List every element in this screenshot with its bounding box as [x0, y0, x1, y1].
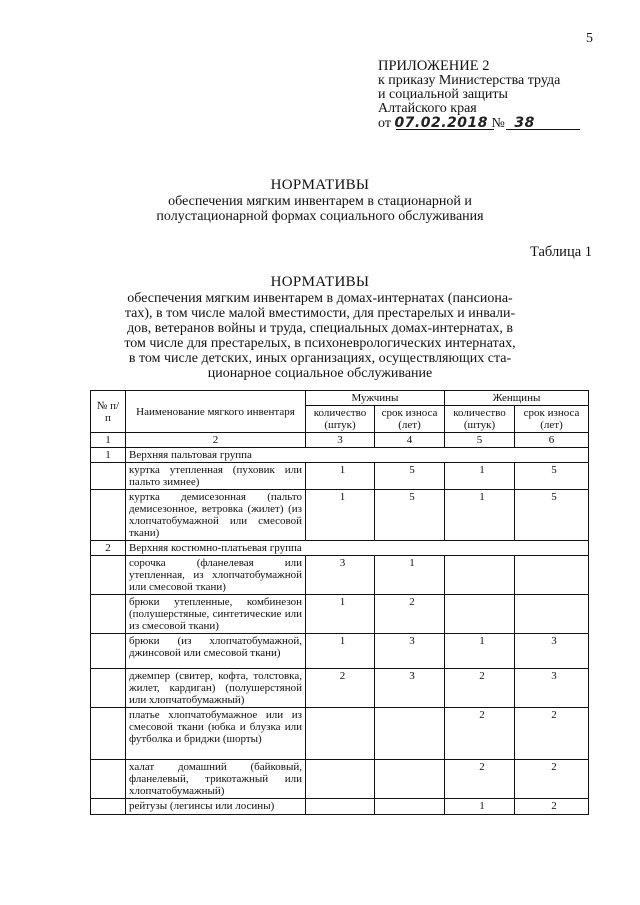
column-numbers-row — [91, 433, 589, 448]
appendix-line: к приказу Министерства труда — [378, 73, 561, 88]
column-number: 3 — [306, 433, 375, 448]
table-header — [91, 391, 589, 448]
group-title: Верхняя пальтовая группа — [126, 448, 589, 463]
item-name: джемпер (свитер, кофта, толстовка, жилет, кардиган) (полушерстяной или хлопчатобумажный) — [126, 669, 306, 708]
men-wear-term — [375, 799, 445, 815]
row-number-cell — [91, 799, 126, 815]
men-quantity — [306, 760, 375, 799]
table-heading — [0, 274, 640, 381]
appendix-block — [378, 59, 560, 131]
table-row — [91, 463, 589, 490]
men-quantity: 1 — [306, 463, 375, 490]
group-number: 1 — [91, 448, 126, 463]
row-number-cell — [91, 634, 126, 669]
women-wear-term: 2 — [515, 760, 589, 799]
header-name: Наименование мягкого инвентаря — [126, 391, 306, 433]
women-wear-term: 5 — [515, 490, 589, 541]
main-heading-subtitle: полустационарной формах социального обслуживания — [156, 209, 484, 224]
order-number: 38 — [514, 115, 535, 131]
men-quantity: 1 — [306, 595, 375, 634]
main-heading — [0, 177, 640, 224]
row-number-cell — [91, 595, 126, 634]
men-wear-term — [375, 760, 445, 799]
women-wear-term: 2 — [515, 708, 589, 760]
table-row — [91, 799, 589, 815]
number-prefix: № — [491, 116, 505, 131]
table-heading-line: ционарное социальное обслуживание — [207, 366, 433, 381]
header-men: Мужчины — [306, 391, 445, 406]
row-number-cell — [91, 760, 126, 799]
column-number: 1 — [91, 433, 126, 448]
women-wear-term: 2 — [515, 799, 589, 815]
row-number-cell — [91, 708, 126, 760]
women-quantity: 2 — [445, 760, 515, 799]
item-name: куртка утепленная (пуховик или пальто зимнее) — [126, 463, 306, 490]
main-heading-subtitle: обеспечения мягким инвентарем в стационарной и — [168, 194, 472, 209]
norms-table — [90, 390, 589, 815]
women-wear-term: 3 — [515, 634, 589, 669]
men-wear-term: 5 — [375, 490, 445, 541]
header-men-wear-term: срок износа (лет) — [375, 406, 445, 433]
table-row — [91, 634, 589, 669]
header-number: № п/п — [91, 391, 126, 433]
table-row — [91, 708, 589, 760]
date-prefix: от — [378, 116, 391, 131]
women-quantity: 1 — [445, 463, 515, 490]
table-row — [91, 595, 589, 634]
column-number: 6 — [515, 433, 589, 448]
women-quantity: 1 — [445, 490, 515, 541]
table-heading-line: тах), в том числе малой вместимости, для престарелых и инвали- — [124, 306, 516, 321]
women-wear-term — [515, 556, 589, 595]
group-title: Верхняя костюмно-платьевая группа — [126, 541, 589, 556]
page-number: 5 — [586, 31, 593, 46]
order-date-number-row — [378, 116, 560, 131]
men-wear-term: 3 — [375, 634, 445, 669]
men-wear-term: 3 — [375, 669, 445, 708]
appendix-line: Алтайского края — [378, 101, 477, 116]
women-quantity: 2 — [445, 708, 515, 760]
men-quantity — [306, 708, 375, 760]
men-wear-term — [375, 708, 445, 760]
row-number-cell — [91, 669, 126, 708]
item-name: платье хлопчатобумажное или из смесовой ткани (юбка и блузка или футболка и бриджи (шорты) — [126, 708, 306, 760]
men-quantity: 1 — [306, 634, 375, 669]
column-number: 2 — [126, 433, 306, 448]
table-heading-line: в том числе детских, иных организациях, осуществляющих ста- — [128, 351, 512, 366]
men-quantity — [306, 799, 375, 815]
table-row — [91, 556, 589, 595]
appendix-title: ПРИЛОЖЕНИЕ 2 — [378, 58, 490, 74]
women-wear-term: 5 — [515, 463, 589, 490]
date-underline — [396, 129, 494, 130]
men-quantity: 2 — [306, 669, 375, 708]
appendix-line: и социальной защиты — [378, 87, 508, 102]
women-quantity — [445, 595, 515, 634]
women-quantity: 1 — [445, 634, 515, 669]
table-heading-line: том числе для престарелых, в психоневрологических интернатах, — [124, 336, 516, 351]
table-body — [91, 448, 589, 815]
table-heading-line: обеспечения мягким инвентарем в домах-интернатах (пансиона- — [127, 291, 513, 306]
men-wear-term: 2 — [375, 595, 445, 634]
women-quantity — [445, 556, 515, 595]
men-quantity: 3 — [306, 556, 375, 595]
header-women-quantity: количество (штук) — [445, 406, 515, 433]
main-heading-title: НОРМАТИВЫ — [270, 177, 370, 193]
item-name: куртка демисезонная (пальто демисезонное, ветровка (жилет) (из хлопчатобумажной или смесовой ткани) — [126, 490, 306, 541]
item-name: брюки (из хлопчатобумажной, джинсовой или смесовой ткани) — [126, 634, 306, 669]
item-name: сорочка (фланелевая или утепленная, из хлопчатобумажной или смесовой ткани) — [126, 556, 306, 595]
men-wear-term: 5 — [375, 463, 445, 490]
header-women: Женщины — [445, 391, 589, 406]
group-number: 2 — [91, 541, 126, 556]
row-number-cell — [91, 556, 126, 595]
group-row — [91, 448, 589, 463]
women-quantity: 1 — [445, 799, 515, 815]
table-heading-line: дов, ветеранов войны и труда, специальных домах-интернатах, в — [127, 321, 513, 336]
table-heading-title: НОРМАТИВЫ — [270, 274, 370, 290]
table-row — [91, 490, 589, 541]
group-row — [91, 541, 589, 556]
column-number: 5 — [445, 433, 515, 448]
row-number-cell — [91, 463, 126, 490]
row-number-cell — [91, 490, 126, 541]
table-row — [91, 760, 589, 799]
table-label: Таблица 1 — [530, 244, 593, 260]
number-underline — [506, 129, 580, 130]
order-date: 07.02.2018 — [394, 115, 489, 131]
table-row — [91, 669, 589, 708]
women-quantity: 2 — [445, 669, 515, 708]
header-women-wear-term: срок износа (лет) — [515, 406, 589, 433]
men-quantity: 1 — [306, 490, 375, 541]
item-name: халат домашний (байковый, фланелевый, трикотажный или хлопчатобумажный) — [126, 760, 306, 799]
item-name: рейтузы (легинсы или лосины) — [126, 799, 306, 815]
column-number: 4 — [375, 433, 445, 448]
women-wear-term — [515, 595, 589, 634]
men-wear-term: 1 — [375, 556, 445, 595]
header-men-quantity: количество (штук) — [306, 406, 375, 433]
item-name: брюки утепленные, комбинезон (полушерстяные, синтетические или из смесовой ткани) — [126, 595, 306, 634]
women-wear-term: 3 — [515, 669, 589, 708]
